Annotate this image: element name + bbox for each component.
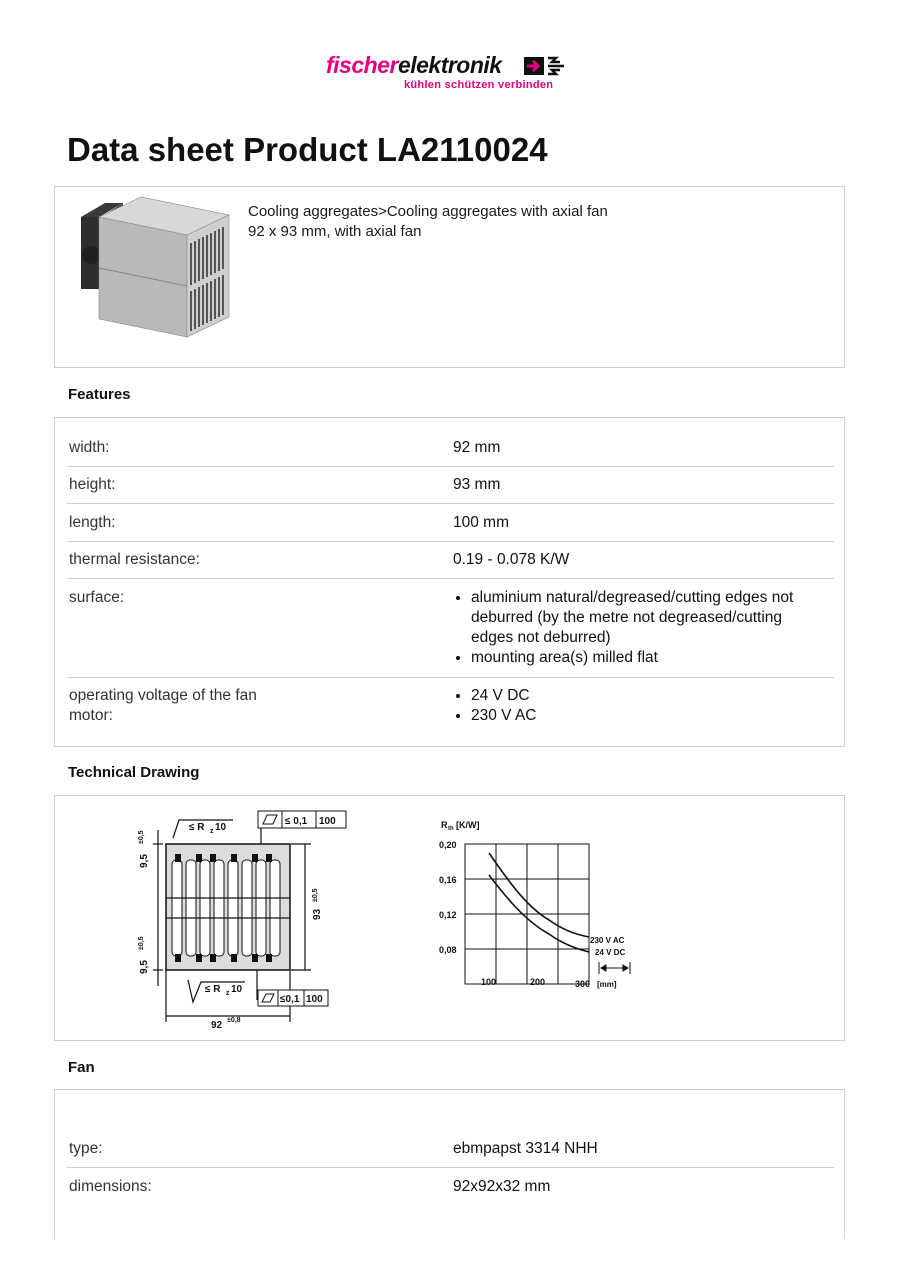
roughness-bottom-label: ≤ R bbox=[205, 984, 221, 995]
feature-value-list bbox=[453, 686, 828, 726]
feature-row-operating-voltage bbox=[67, 686, 834, 736]
feature-label: width: bbox=[69, 439, 110, 456]
roughness-bottom-value: 10 bbox=[231, 984, 243, 995]
technical-drawing-panel bbox=[54, 795, 845, 1041]
list-item: • mounting area(s) milled flat bbox=[471, 648, 828, 668]
feature-row-length bbox=[67, 513, 834, 542]
feature-value: 93 mm bbox=[453, 476, 501, 493]
feature-label: operating voltage of the fan motor: bbox=[69, 687, 257, 724]
dim-bottom-tolerance: ±0,5 bbox=[138, 936, 145, 950]
product-image bbox=[69, 195, 234, 350]
technical-drawing-heading: Technical Drawing bbox=[68, 764, 200, 781]
feature-label: length: bbox=[69, 514, 116, 531]
chart-y-subscript: th bbox=[448, 826, 454, 832]
list-item: • 230 V AC bbox=[471, 706, 828, 726]
product-description: 92 x 93 mm, with axial fan bbox=[248, 223, 422, 240]
fan-value: ebmpapst 3314 NHH bbox=[453, 1140, 598, 1157]
chart-x-unit: [mm] bbox=[597, 980, 617, 989]
page-title: Data sheet Product LA2110024 bbox=[67, 131, 548, 168]
chart-legend-24v: 24 V DC bbox=[595, 948, 626, 957]
dimension-drawing bbox=[138, 811, 346, 1031]
brand-logo bbox=[326, 52, 576, 94]
chart-x-tick: 100 bbox=[481, 977, 497, 987]
roughness-top-label: ≤ R bbox=[189, 822, 205, 833]
fan-label: dimensions: bbox=[69, 1178, 152, 1195]
chart-y-tick: 0,16 bbox=[439, 875, 457, 885]
dim-width-tolerance: ±0,8 bbox=[227, 1017, 241, 1024]
feature-value-list bbox=[453, 588, 828, 668]
feature-label: height: bbox=[69, 476, 116, 493]
feature-row-width bbox=[67, 438, 834, 467]
features-table bbox=[54, 417, 845, 747]
dim-height: 93 bbox=[312, 908, 323, 920]
fan-label: type: bbox=[69, 1140, 103, 1157]
flatness-bottom-value: ≤0,1 bbox=[280, 994, 300, 1005]
product-summary bbox=[54, 186, 845, 368]
chart-y-tick: 0,12 bbox=[439, 910, 457, 920]
feature-value: 92 mm bbox=[453, 439, 501, 456]
feature-value: 100 mm bbox=[453, 514, 509, 531]
feature-row-height bbox=[67, 475, 834, 504]
logo-tagline: kühlen schützen verbinden bbox=[404, 79, 554, 91]
features-heading: Features bbox=[68, 386, 131, 403]
chart-x-tick: 200 bbox=[530, 977, 546, 987]
fan-value: 92x92x32 mm bbox=[453, 1178, 551, 1195]
list-item: • aluminium natural/degreased/cutting edges not deburred (by the metre not degreased/cutting edges not deburred) bbox=[471, 588, 828, 648]
dim-bottom-offset: 9,5 bbox=[139, 960, 150, 974]
fan-heading: Fan bbox=[68, 1059, 95, 1076]
dim-top-tolerance: ±0,5 bbox=[138, 830, 145, 844]
dim-top-offset: 9,5 bbox=[139, 854, 150, 868]
logo-part-fischer: fischer bbox=[326, 52, 398, 78]
feature-row-surface bbox=[67, 588, 834, 678]
logo-part-elektronik: elektronik bbox=[397, 52, 502, 78]
chart-legend-230v: 230 V AC bbox=[590, 936, 625, 945]
logo-wordmark bbox=[326, 52, 502, 79]
feature-label: surface: bbox=[69, 589, 125, 606]
dim-width: 92 bbox=[211, 1020, 223, 1031]
chart-y-tick: 0,20 bbox=[439, 840, 457, 850]
thermal-resistance-chart bbox=[439, 820, 630, 989]
logo-arrow-icon bbox=[524, 55, 574, 77]
roughness-top-value: 10 bbox=[215, 822, 227, 833]
roughness-bottom-sub: z bbox=[226, 990, 230, 997]
feature-row-thermal-resistance bbox=[67, 550, 834, 579]
chart-y-tick: 0,08 bbox=[439, 945, 457, 955]
product-category: Cooling aggregates>Cooling aggregates with axial fan bbox=[248, 203, 608, 220]
technical-drawing bbox=[55, 796, 844, 1040]
feature-label: thermal resistance: bbox=[69, 551, 200, 568]
flatness-top-length: 100 bbox=[319, 816, 336, 827]
fan-row-type bbox=[67, 1139, 834, 1168]
list-item: • 24 V DC bbox=[471, 686, 828, 706]
flatness-top-value: ≤ 0,1 bbox=[285, 816, 308, 827]
chart-y-unit: [K/W] bbox=[456, 820, 480, 830]
chart-y-label: R bbox=[441, 820, 448, 830]
chart-x-tick: 300 bbox=[575, 979, 591, 989]
dim-height-tolerance: ±0,5 bbox=[312, 888, 319, 902]
feature-value: 0.19 - 0.078 K/W bbox=[453, 551, 570, 568]
fan-table bbox=[54, 1089, 845, 1239]
fan-row-dimensions bbox=[67, 1177, 834, 1205]
flatness-bottom-length: 100 bbox=[306, 994, 323, 1005]
roughness-top-sub: z bbox=[210, 828, 214, 835]
